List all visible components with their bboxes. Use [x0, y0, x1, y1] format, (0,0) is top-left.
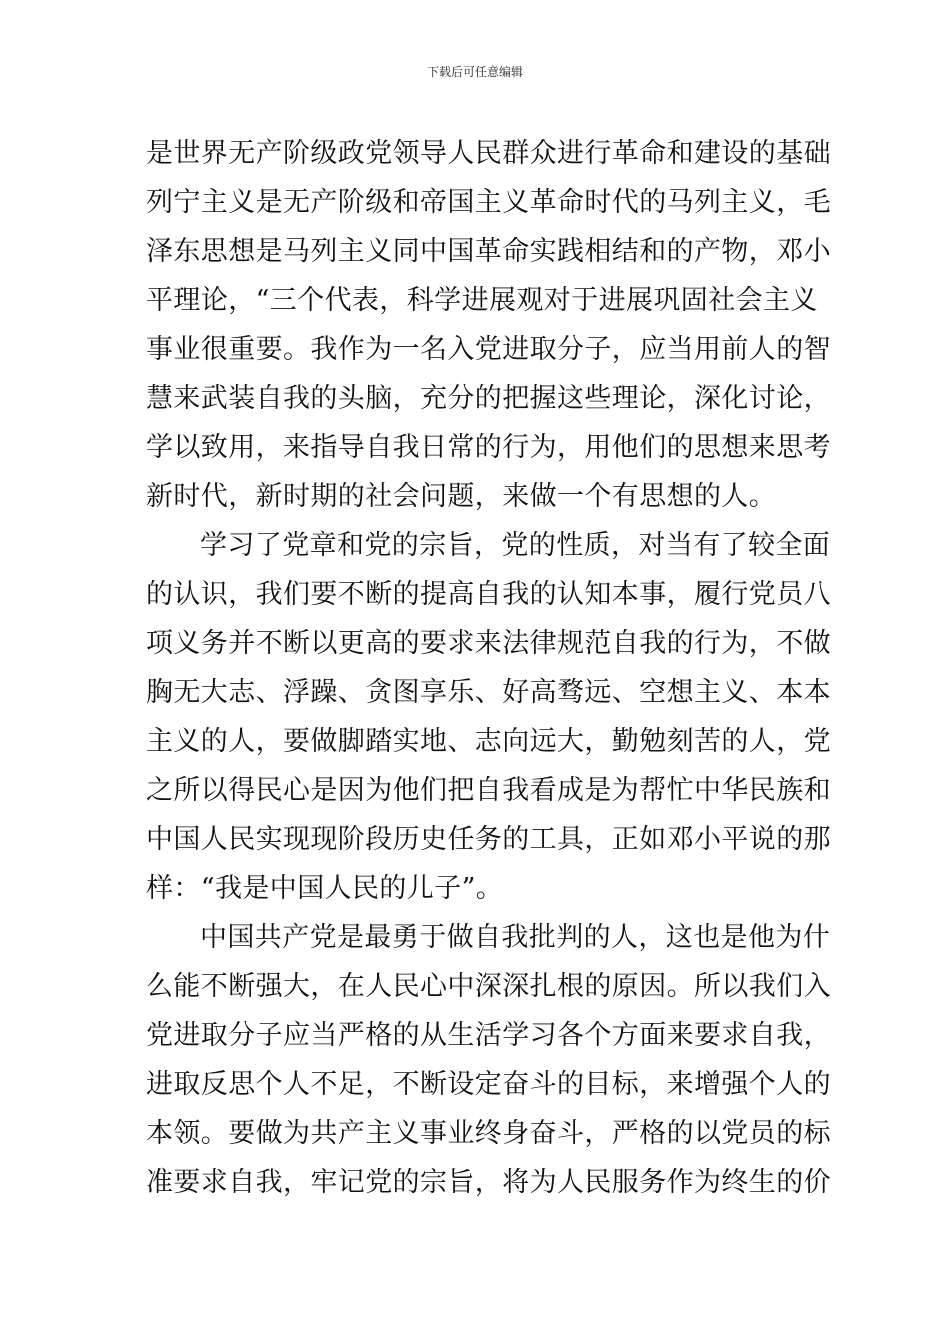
text-line: 主义的人，要做脚踏实地、志向远大，勤勉刻苦的人，党: [146, 726, 831, 757]
text-line: 新时代，新时期的社会问题，来做一个有思想的人。: [146, 481, 777, 512]
text-line: 平理论，“三个代表，科学进展观对于进展巩固社会主义: [146, 285, 818, 316]
text-line: 本领。要做为共产主义事业终身奋斗，严格的以党员的标: [146, 1118, 831, 1149]
paragraph-first-line: 学习了党章和党的宗旨，党的性质，对当有了较全面: [200, 530, 831, 561]
text-line: 学以致用，来指导自我日常的行为，用他们的思想来思考: [146, 432, 831, 463]
text-line: 列宁主义是无产阶级和帝国主义革命时代的马列主义，毛: [146, 187, 831, 218]
text-line: 的认识，我们要不断的提高自我的认知本事，履行党员八: [146, 579, 831, 610]
text-line: 事业很重要。我作为一名入党进取分子，应当用前人的智: [146, 334, 831, 365]
text-line: 慧来武装自我的头脑，充分的把握这些理论，深化讨论，: [146, 383, 831, 414]
text-line: 中国人民实现现阶段历史任务的工具，正如邓小平说的那: [146, 824, 831, 855]
text-line: 之所以得民心是因为他们把自我看成是为帮忙中华民族和: [146, 775, 831, 806]
text-line: 样：“我是中国人民的儿子”。: [146, 873, 504, 904]
page-header: 下载后可任意编辑: [426, 65, 523, 79]
text-line: 么能不断强大，在人民心中深深扎根的原因。所以我们入: [146, 971, 831, 1002]
text-line: 进取反思个人不足，不断设定奋斗的目标，来增强个人的: [146, 1069, 831, 1100]
text-line: 泽东思想是马列主义同中国革命实践相结和的产物，邓小: [146, 236, 831, 267]
paragraph-first-line: 中国共产党是最勇于做自我批判的人，这也是他为什: [200, 922, 831, 953]
text-line: 项义务并不断以更高的要求来法律规范自我的行为，不做: [146, 628, 831, 659]
document-body: [146, 129, 831, 1207]
text-line: 是世界无产阶级政党领导人民群众进行革命和建设的基础: [146, 138, 831, 169]
text-line: 党进取分子应当严格的从生活学习各个方面来要求自我，: [146, 1020, 831, 1051]
text-line: 胸无大志、浮躁、贪图享乐、好高骛远、空想主义、本本: [146, 677, 831, 708]
text-line: 准要求自我，牢记党的宗旨，将为人民服务作为终生的价: [146, 1167, 831, 1198]
